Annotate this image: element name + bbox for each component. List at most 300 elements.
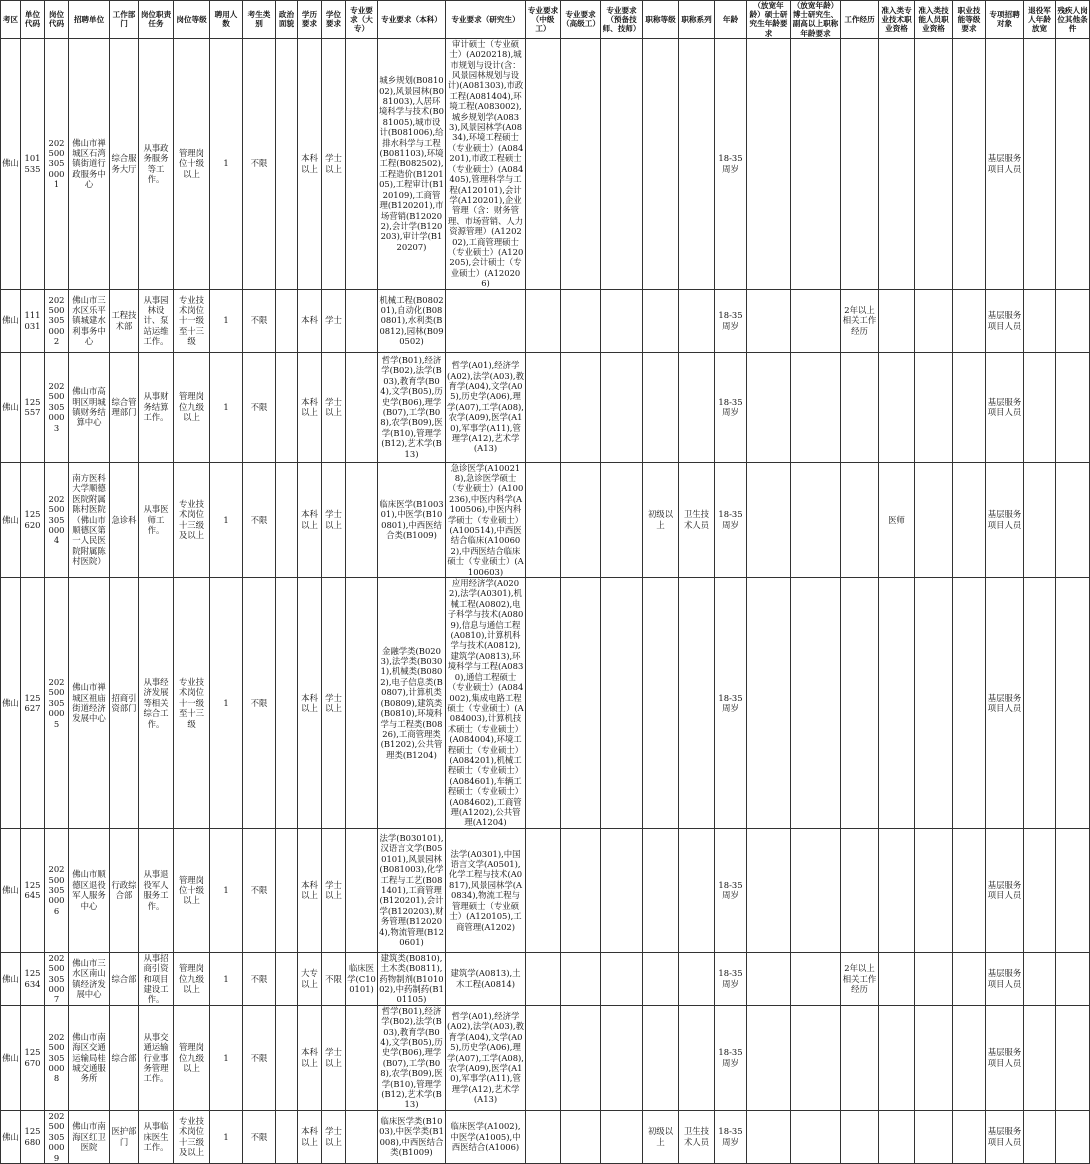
table-cell <box>1024 462 1056 577</box>
table-cell <box>276 1005 298 1110</box>
table-cell: 125627 <box>21 578 45 829</box>
table-cell <box>1024 289 1056 352</box>
table-cell: 不限 <box>243 352 276 462</box>
table-cell <box>747 1005 791 1110</box>
table-cell: 基层服务项目人员 <box>986 952 1024 1005</box>
table-cell: 2年以上相关工作经历 <box>841 952 879 1005</box>
table-cell: 管理岗位十级以上 <box>174 828 210 952</box>
table-cell: 2025003050002 <box>45 289 69 352</box>
column-header: 学位要求 <box>322 1 346 39</box>
table-cell <box>346 578 378 829</box>
column-header: 专业要求（本科） <box>378 1 446 39</box>
table-cell: 从事政务服务等工作。 <box>139 38 174 289</box>
table-cell <box>601 1005 643 1110</box>
table-cell <box>679 1005 715 1110</box>
table-cell <box>561 828 601 952</box>
table-cell <box>1024 952 1056 1005</box>
table-cell: 本科以上 <box>298 352 322 462</box>
table-cell <box>526 352 561 462</box>
table-cell <box>841 38 879 289</box>
table-cell: 基层服务项目人员 <box>986 38 1024 289</box>
table-cell: 医师 <box>879 462 915 577</box>
column-header: 职称系列 <box>679 1 715 39</box>
table-cell: 125680 <box>21 1110 45 1163</box>
table-cell <box>526 828 561 952</box>
table-cell: 急诊科 <box>110 462 139 577</box>
table-cell <box>791 38 841 289</box>
table-cell: 18-35周岁 <box>715 352 747 462</box>
table-cell <box>1024 38 1056 289</box>
table-cell: 18-35周岁 <box>715 38 747 289</box>
table-cell <box>346 1110 378 1163</box>
table-cell <box>879 38 915 289</box>
table-cell <box>526 38 561 289</box>
column-header: 聘用人数 <box>210 1 243 39</box>
table-cell: 1 <box>210 1005 243 1110</box>
table-cell <box>1056 828 1090 952</box>
column-header: 工作部门 <box>110 1 139 39</box>
table-cell: 基层服务项目人员 <box>986 1005 1024 1110</box>
table-cell: 不限 <box>243 1005 276 1110</box>
table-cell <box>446 289 526 352</box>
table-cell <box>561 38 601 289</box>
table-cell: 专业技术岗位十三级及以上 <box>174 462 210 577</box>
table-cell <box>346 1005 378 1110</box>
table-cell: 1 <box>210 828 243 952</box>
table-cell: 管理岗位九级以上 <box>174 352 210 462</box>
table-cell <box>953 828 986 952</box>
table-cell <box>791 952 841 1005</box>
table-cell: 建筑学(A0813),土木工程(A0814) <box>446 952 526 1005</box>
table-cell: 125670 <box>21 1005 45 1110</box>
table-cell <box>601 952 643 1005</box>
table-cell: 不限 <box>243 828 276 952</box>
table-cell <box>1056 289 1090 352</box>
table-cell <box>679 578 715 829</box>
table-cell <box>1056 952 1090 1005</box>
table-cell: 学士以上 <box>322 38 346 289</box>
table-cell: 学士以上 <box>322 462 346 577</box>
table-cell <box>346 462 378 577</box>
table-cell <box>679 289 715 352</box>
table-cell: 从事财务结算工作。 <box>139 352 174 462</box>
table-cell: 111031 <box>21 289 45 352</box>
table-cell <box>346 38 378 289</box>
table-cell <box>1056 1110 1090 1163</box>
table-cell <box>915 352 953 462</box>
table-cell: 佛山市高明区明城镇财务结算中心 <box>69 352 110 462</box>
table-cell <box>601 38 643 289</box>
table-cell: 1 <box>210 1110 243 1163</box>
table-cell <box>747 1110 791 1163</box>
table-cell: 佛山 <box>1 289 21 352</box>
table-cell <box>879 578 915 829</box>
table-cell <box>791 1110 841 1163</box>
table-cell <box>879 352 915 462</box>
table-row <box>1 952 1090 1005</box>
table-cell: 本科 <box>298 289 322 352</box>
table-cell <box>276 462 298 577</box>
table-cell: 本科以上 <box>298 828 322 952</box>
table-cell: 2025003050009 <box>45 1110 69 1163</box>
table-cell: 基层服务项目人员 <box>986 828 1024 952</box>
table-cell: 工程技术部 <box>110 289 139 352</box>
table-cell <box>1056 352 1090 462</box>
table-cell <box>1024 1005 1056 1110</box>
table-cell <box>276 289 298 352</box>
table-cell <box>346 352 378 462</box>
table-cell <box>276 828 298 952</box>
column-header: 岗位等级 <box>174 1 210 39</box>
table-cell <box>841 462 879 577</box>
table-cell <box>643 352 679 462</box>
table-cell: 佛山市南海区红卫医院 <box>69 1110 110 1163</box>
table-cell: 125645 <box>21 828 45 952</box>
table-cell <box>601 289 643 352</box>
table-cell <box>276 1110 298 1163</box>
table-cell: 2025003050008 <box>45 1005 69 1110</box>
table-cell <box>953 952 986 1005</box>
table-row <box>1 352 1090 462</box>
table-cell: 基层服务项目人员 <box>986 1110 1024 1163</box>
table-cell <box>879 1005 915 1110</box>
table-cell: 2年以上相关工作经历 <box>841 289 879 352</box>
table-cell <box>561 1110 601 1163</box>
table-cell: 综合服务大厅 <box>110 38 139 289</box>
table-cell <box>276 352 298 462</box>
table-cell: 佛山 <box>1 952 21 1005</box>
table-cell: 1 <box>210 38 243 289</box>
table-cell: 佛山 <box>1 1110 21 1163</box>
table-cell: 2025003050003 <box>45 352 69 462</box>
table-cell <box>601 1110 643 1163</box>
table-cell: 125620 <box>21 462 45 577</box>
table-cell: 本科以上 <box>298 38 322 289</box>
table-cell <box>841 828 879 952</box>
table-cell: 不限 <box>243 289 276 352</box>
table-cell: 学士以上 <box>322 1005 346 1110</box>
table-cell: 佛山市禅城区祖庙街道经济发展中心 <box>69 578 110 829</box>
table-cell <box>791 828 841 952</box>
table-cell <box>953 289 986 352</box>
table-cell <box>679 352 715 462</box>
table-cell <box>915 289 953 352</box>
table-cell <box>1024 1110 1056 1163</box>
table-cell: 哲学(A01),经济学(A02),法学(A03),教育学(A04),文学(A05),历史学(A06),理学(A07),工学(A08),农学(A09),医学(A10),军事学(A11),管理学(A12),艺术学(A13) <box>446 352 526 462</box>
table-cell <box>561 578 601 829</box>
table-cell: 125634 <box>21 952 45 1005</box>
table-cell <box>915 1005 953 1110</box>
table-cell <box>953 1110 986 1163</box>
table-cell: 医护部门 <box>110 1110 139 1163</box>
table-cell: 行政综合部 <box>110 828 139 952</box>
column-header: 专业要求（预备技师、技师） <box>601 1 643 39</box>
column-header: 专业要求（高级工） <box>561 1 601 39</box>
table-cell <box>526 1110 561 1163</box>
table-cell <box>276 38 298 289</box>
table-cell <box>526 289 561 352</box>
table-cell: 不限 <box>243 38 276 289</box>
table-cell: 18-35周岁 <box>715 952 747 1005</box>
table-cell: 不限 <box>322 952 346 1005</box>
table-cell <box>953 1005 986 1110</box>
table-cell: 从事医师工作。 <box>139 462 174 577</box>
table-cell: 从事招商引资和项目建设工作。 <box>139 952 174 1005</box>
table-cell <box>526 462 561 577</box>
table-cell <box>747 828 791 952</box>
column-header: 工作经历 <box>841 1 879 39</box>
table-cell: 101535 <box>21 38 45 289</box>
table-cell: 佛山 <box>1 38 21 289</box>
column-header: （放宽年龄）硕士研究生年龄要求 <box>747 1 791 39</box>
table-cell: 综合部 <box>110 952 139 1005</box>
table-cell <box>879 828 915 952</box>
table-cell <box>1024 828 1056 952</box>
table-cell: 学士以上 <box>322 1110 346 1163</box>
table-cell: 初级以上 <box>643 462 679 577</box>
column-header: 专项招聘对象 <box>986 1 1024 39</box>
table-cell <box>791 1005 841 1110</box>
table-cell: 2025003050005 <box>45 578 69 829</box>
table-cell: 审计硕士（专业硕士）(A020218),城市规划与设计(含：风景园林规划与设计)(A081303),市政工程(A081404),环境工程(A083002),城乡规划学(A0833),风景园林学(A0834),环境工程硕士（专业硕士）(A084201),市政工程硕士（专业硕士）(A084405),管理科学与工程(A120101),会计学(A120201),企业管理（含：财务管理、市场营销、人力资源管理）(A120202),工商管理硕士（专业硕士）(A120205),会计硕士（专业硕士）(A120206) <box>446 38 526 289</box>
table-cell: 学士以上 <box>322 578 346 829</box>
table-cell: 学士以上 <box>322 828 346 952</box>
column-header: 学历要求 <box>298 1 322 39</box>
table-row <box>1 578 1090 829</box>
column-header: 残疾人岗位其他条件 <box>1056 1 1090 39</box>
table-cell: 临床医学(A1002),中医学(A1005),中西医结合(A1006) <box>446 1110 526 1163</box>
table-cell: 大专以上 <box>298 952 322 1005</box>
table-cell <box>953 38 986 289</box>
column-header: 岗位职责任务 <box>139 1 174 39</box>
table-cell: 城乡规划(B081002),风景园林(B081003),人居环境科学与技术(B081005),城市设计(B081006),给排水科学与工程(B081103),环境工程(B082502),工程造价(B120105),工程审计(B120109),工商管理(B120201),市场营销(B120202),会计学(B120203),审计学(B120207) <box>378 38 446 289</box>
table-cell: 管理岗位九级以上 <box>174 952 210 1005</box>
table-cell <box>679 952 715 1005</box>
table-cell <box>747 289 791 352</box>
table-cell <box>841 1005 879 1110</box>
table-cell: 本科以上 <box>298 462 322 577</box>
table-cell: 管理岗位九级以上 <box>174 1005 210 1110</box>
table-cell <box>747 462 791 577</box>
table-cell <box>879 1110 915 1163</box>
table-cell <box>747 352 791 462</box>
table-cell <box>791 462 841 577</box>
table-cell <box>915 38 953 289</box>
table-cell <box>1056 1005 1090 1110</box>
table-cell: 佛山 <box>1 462 21 577</box>
table-cell <box>276 578 298 829</box>
column-header: 专业要求（大专） <box>346 1 378 39</box>
table-cell: 卫生技术人员 <box>679 462 715 577</box>
table-cell: 佛山市顺德区退役军人服务中心 <box>69 828 110 952</box>
table-cell: 金融学类(B0203),法学类(B0301),机械类(B0802),电子信息类(B0807),计算机类(B0809),建筑类(B0810),环境科学与工程类(B0826),工商管理类(B1202),公共管理类(B1204) <box>378 578 446 829</box>
table-cell <box>643 38 679 289</box>
table-cell: 应用经济学(A0202),法学(A0301),机械工程(A0802),电子科学与技术(A0809),信息与通信工程(A0810),计算机科学与技术(A0812),建筑学(A0813),环境科学与工程(A0830),通信工程硕士（专业硕士）(A084002),集成电路工程硕士（专业硕士）(A084003),计算机技术硕士（专业硕士）(A084004),环境工程硕士（专业硕士）(A084201),机械工程硕士（专业硕士）(A084601),车辆工程硕士（专业硕士）(A084602),工商管理(A1202),公共管理(A1204) <box>447 578 524 828</box>
table-cell <box>526 578 561 829</box>
table-cell <box>643 289 679 352</box>
table-cell: 佛山市禅城区石湾镇街道行政服务中心 <box>69 38 110 289</box>
table-cell <box>679 828 715 952</box>
table-cell: 佛山市三水区乐平镇城建水利事务中心 <box>69 289 110 352</box>
table-cell <box>915 1110 953 1163</box>
table-cell: 18-35周岁 <box>715 1005 747 1110</box>
table-cell <box>953 352 986 462</box>
column-header: 招聘单位 <box>69 1 110 39</box>
table-cell <box>1024 352 1056 462</box>
table-cell: 2025003050004 <box>45 462 69 577</box>
table-cell: 建筑类(B0810),土木类(B0811),药物制剂(B101002),中药制药(B101105) <box>379 952 444 1005</box>
table-cell: 学士以上 <box>322 352 346 462</box>
table-cell: 综合部 <box>110 1005 139 1110</box>
table-row <box>1 1005 1090 1110</box>
table-cell: 18-35周岁 <box>715 1110 747 1163</box>
table-cell <box>1056 462 1090 577</box>
table-cell: 不限 <box>243 462 276 577</box>
table-cell: 初级以上 <box>643 1110 679 1163</box>
table-cell: 佛山市三水区南山镇经济发展中心 <box>69 952 110 1005</box>
table-cell: 基层服务项目人员 <box>986 462 1024 577</box>
table-cell: 18-35周岁 <box>715 828 747 952</box>
table-cell <box>276 952 298 1005</box>
table-cell <box>601 578 643 829</box>
column-header: 考生类别 <box>243 1 276 39</box>
table-cell: 本科以上 <box>298 1110 322 1163</box>
table-cell <box>791 352 841 462</box>
table-cell <box>601 462 643 577</box>
table-cell: 哲学(B01),经济学(B02),法学(B03),教育学(B04),文学(B05),历史学(B06),理学(B07),工学(B08),农学(B09),医学(B10),管理学(B12),艺术学(B13) <box>378 352 446 462</box>
table-cell: 南方医科大学顺德医院附属陈村医院（佛山市顺德区第一人民医院附属陈村医院） <box>69 462 110 577</box>
table-cell: 临床医学类(B1003),中医学类(B1008),中西医结合类(B1009) <box>378 1110 446 1163</box>
table-cell <box>841 1110 879 1163</box>
table-cell <box>791 289 841 352</box>
table-cell <box>561 289 601 352</box>
table-row <box>1 289 1090 352</box>
table-cell <box>915 578 953 829</box>
table-cell: 佛山 <box>1 578 21 829</box>
table-cell: 18-35周岁 <box>715 462 747 577</box>
table-row <box>1 1110 1090 1163</box>
table-cell <box>841 352 879 462</box>
table-cell: 基层服务项目人员 <box>986 578 1024 829</box>
table-cell <box>643 952 679 1005</box>
column-header: 年龄 <box>715 1 747 39</box>
table-cell: 不限 <box>243 952 276 1005</box>
table-cell: 专业技术岗位十一级至十三级 <box>174 289 210 352</box>
table-cell: 学士 <box>322 289 346 352</box>
table-cell: 不限 <box>243 578 276 829</box>
table-cell: 从事经济发展等相关综合工作。 <box>139 578 174 829</box>
table-cell: 管理岗位十级以上 <box>174 38 210 289</box>
table-cell <box>879 289 915 352</box>
table-row <box>1 828 1090 952</box>
table-cell <box>915 462 953 577</box>
table-cell <box>1056 38 1090 289</box>
table-cell: 机械工程(B080201),自动化(B080801),水利类(B0812),园林(B090502) <box>378 289 446 352</box>
table-cell <box>561 952 601 1005</box>
table-cell: 从事园林设计、泵站运维工作。 <box>139 289 174 352</box>
table-cell <box>526 952 561 1005</box>
table-cell <box>841 578 879 829</box>
table-cell <box>747 578 791 829</box>
table-row <box>1 38 1090 289</box>
column-header: 专业要求（中级工） <box>526 1 561 39</box>
table-cell <box>601 828 643 952</box>
table-cell: 佛山 <box>1 828 21 952</box>
table-cell: 基层服务项目人员 <box>986 289 1024 352</box>
table-cell <box>915 952 953 1005</box>
table-cell: 2025003050007 <box>45 952 69 1005</box>
table-cell: 1 <box>210 462 243 577</box>
table-cell <box>526 1005 561 1110</box>
table-cell <box>747 952 791 1005</box>
table-cell: 临床医学(B100301),中医学(B100801),中西医结合类(B1009) <box>378 462 446 577</box>
table-cell: 招商引资部门 <box>110 578 139 829</box>
column-header: 准入类专业技术职业资格 <box>879 1 915 39</box>
table-cell: 法学(A0301),中国语言文学(A0501),化学工程与技术(A0817),风景园林学(A0834),物流工程与管理硕士（专业硕士）(A120105),工商管理(A1202) <box>446 828 526 952</box>
table-cell <box>747 38 791 289</box>
table-cell: 1 <box>210 578 243 829</box>
table-cell <box>601 352 643 462</box>
table-cell <box>679 38 715 289</box>
table-cell: 临床医学(C100101) <box>346 952 378 1005</box>
table-cell: 佛山 <box>1 1005 21 1110</box>
column-header: 单位代码 <box>21 1 45 39</box>
table-cell <box>953 462 986 577</box>
table-cell <box>561 1005 601 1110</box>
table-cell <box>791 578 841 829</box>
table-cell <box>953 578 986 829</box>
table-cell <box>643 578 679 829</box>
table-cell <box>643 828 679 952</box>
column-header: 准入类技能人员职业资格 <box>915 1 953 39</box>
table-cell <box>346 289 378 352</box>
table-cell: 哲学(B01),经济学(B02),法学(B03),教育学(B04),文学(B05),历史学(B06),理学(B07),工学(B08),农学(B09),医学(B10),管理学(B12),艺术学(B13) <box>378 1005 446 1110</box>
table-cell: 哲学(A01),经济学(A02),法学(A03),教育学(A04),文学(A05),历史学(A06),理学(A07),工学(A08),农学(A09),医学(A10),军事学(A11),管理学(A12),艺术学(A13) <box>446 1005 526 1110</box>
column-header: 职称等级 <box>643 1 679 39</box>
table-cell <box>346 828 378 952</box>
table-cell <box>915 828 953 952</box>
table-cell: 专业技术岗位十一级至十三级 <box>174 578 210 829</box>
table-cell: 不限 <box>243 1110 276 1163</box>
table-cell <box>643 1005 679 1110</box>
table-cell: 2025003050006 <box>45 828 69 952</box>
table-cell: 本科以上 <box>298 1005 322 1110</box>
table-cell <box>1024 578 1056 829</box>
table-cell: 从事退役军人服务工作。 <box>139 828 174 952</box>
table-cell: 佛山 <box>1 352 21 462</box>
table-cell: 1 <box>210 352 243 462</box>
table-cell: 卫生技术人员 <box>679 1110 715 1163</box>
header-row <box>1 1 1090 39</box>
table-cell: 18-35周岁 <box>715 289 747 352</box>
table-cell: 专业技术岗位十三级及以上 <box>174 1110 210 1163</box>
table-cell: 18-35周岁 <box>715 578 747 829</box>
table-cell <box>1056 578 1090 829</box>
column-header: 考区 <box>1 1 21 39</box>
column-header: （放宽年龄）博士研究生、副高以上职称年龄要求 <box>791 1 841 39</box>
table-cell: 1 <box>210 289 243 352</box>
table-row <box>1 462 1090 577</box>
table-cell: 本科以上 <box>298 578 322 829</box>
table-cell: 从事交通运输行业事务管理工作。 <box>139 1005 174 1110</box>
table-cell: 法学(B030101),汉语言文学(B050101),风景园林(B081003),化学工程与工艺(B081401),工商管理(B120201),会计学(B120203),财务管理(B120204),物流管理(B120601) <box>378 828 446 952</box>
table-cell: 125557 <box>21 352 45 462</box>
column-header: 政治面貌 <box>276 1 298 39</box>
table-cell <box>561 352 601 462</box>
column-header: 专业要求（研究生） <box>446 1 526 39</box>
table-cell: 2025003050001 <box>45 38 69 289</box>
table-cell: 基层服务项目人员 <box>986 352 1024 462</box>
